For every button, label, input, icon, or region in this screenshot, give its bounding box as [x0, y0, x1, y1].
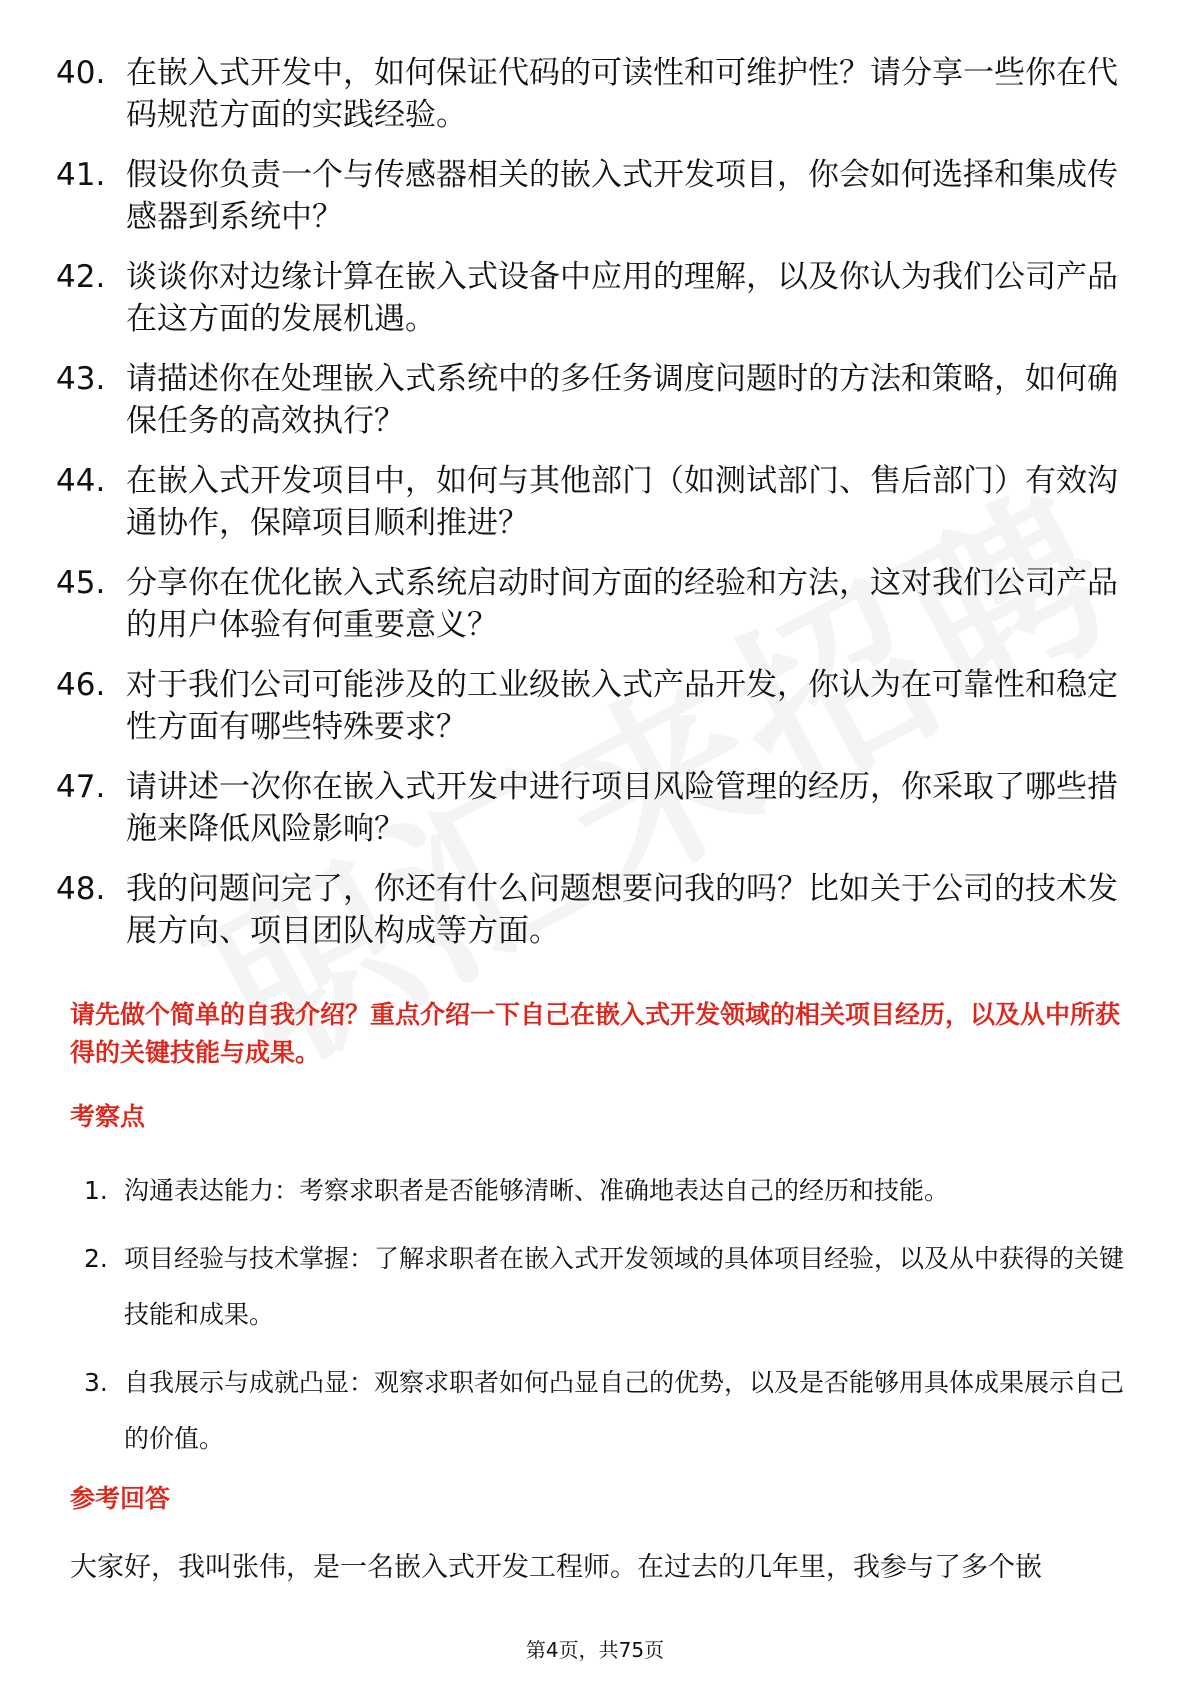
question-item [56, 664, 1136, 748]
focus-point-list [84, 1163, 1130, 1479]
question-item [56, 256, 1136, 340]
question-text: 假设你负责一个与传感器相关的嵌入式开发项目，你会如何选择和集成传感器到系统中？ [126, 157, 1118, 235]
question-number: 46. [56, 667, 106, 703]
question-item [56, 766, 1136, 850]
page-footer: 第4页，共75页 [525, 1638, 665, 1662]
answer-text: 大家好，我叫张伟，是一名嵌入式开发工程师。在过去的几年里，我参与了多个嵌 [70, 1552, 1042, 1583]
highlight-question: 请先做个简单的自我介绍？重点介绍一下自己在嵌入式开发领域的相关项目经历，以及从中所获得的关键技能与成果。 [70, 1000, 1121, 1067]
point-number: 3. [84, 1368, 108, 1397]
question-number: 44. [56, 463, 106, 499]
question-number: 42. [56, 259, 106, 295]
question-item [56, 52, 1136, 136]
focus-point [84, 1355, 1130, 1467]
point-number: 1. [84, 1176, 108, 1205]
question-number: 43. [56, 361, 106, 397]
question-list [56, 52, 1136, 970]
question-text: 我的问题问完了，你还有什么问题想要问我的吗？比如关于公司的技术发展方向、项目团队构成等方面。 [126, 871, 1118, 949]
question-number: 47. [56, 769, 106, 805]
question-number: 48. [56, 871, 106, 907]
question-text: 请讲述一次你在嵌入式开发中进行项目风险管理的经历，你采取了哪些措施来降低风险影响？ [126, 769, 1118, 847]
point-text: 自我展示与成就凸显：观察求职者如何凸显自己的优势，以及是否能够用具体成果展示自己的价值。 [124, 1368, 1125, 1453]
question-text: 对于我们公司可能涉及的工业级嵌入式产品开发，你认为在可靠性和稳定性方面有哪些特殊要求？ [126, 667, 1118, 745]
question-number: 40. [56, 55, 106, 91]
question-text: 请描述你在处理嵌入式系统中的多任务调度问题时的方法和策略，如何确保任务的高效执行？ [126, 361, 1118, 439]
question-text: 在嵌入式开发项目中，如何与其他部门（如测试部门、售后部门）有效沟通协作，保障项目顺利推进？ [126, 463, 1118, 541]
focus-point [84, 1231, 1130, 1343]
question-text: 谈谈你对边缘计算在嵌入式设备中应用的理解，以及你认为我们公司产品在这方面的发展机遇。 [126, 259, 1118, 337]
focus-point [84, 1163, 1130, 1219]
question-item [56, 358, 1136, 442]
question-item [56, 868, 1136, 952]
question-item [56, 562, 1136, 646]
point-number: 2. [84, 1244, 108, 1273]
section-heading-focus: 考察点 [70, 1102, 146, 1131]
point-text: 项目经验与技术掌握：了解求职者在嵌入式开发领域的具体项目经验，以及从中获得的关键技能和成果。 [124, 1244, 1125, 1329]
question-number: 41. [56, 157, 106, 193]
section-heading-answer: 参考回答 [70, 1484, 171, 1513]
question-number: 45. [56, 565, 106, 601]
question-text: 分享你在优化嵌入式系统启动时间方面的经验和方法，这对我们公司产品的用户体验有何重要意义？ [126, 565, 1118, 643]
point-text: 沟通表达能力：考察求职者是否能够清晰、准确地表达自己的经历和技能。 [124, 1176, 950, 1205]
question-text: 在嵌入式开发中，如何保证代码的可读性和可维护性？请分享一些你在代码规范方面的实践经验。 [126, 55, 1118, 133]
question-item [56, 460, 1136, 544]
question-item [56, 154, 1136, 238]
